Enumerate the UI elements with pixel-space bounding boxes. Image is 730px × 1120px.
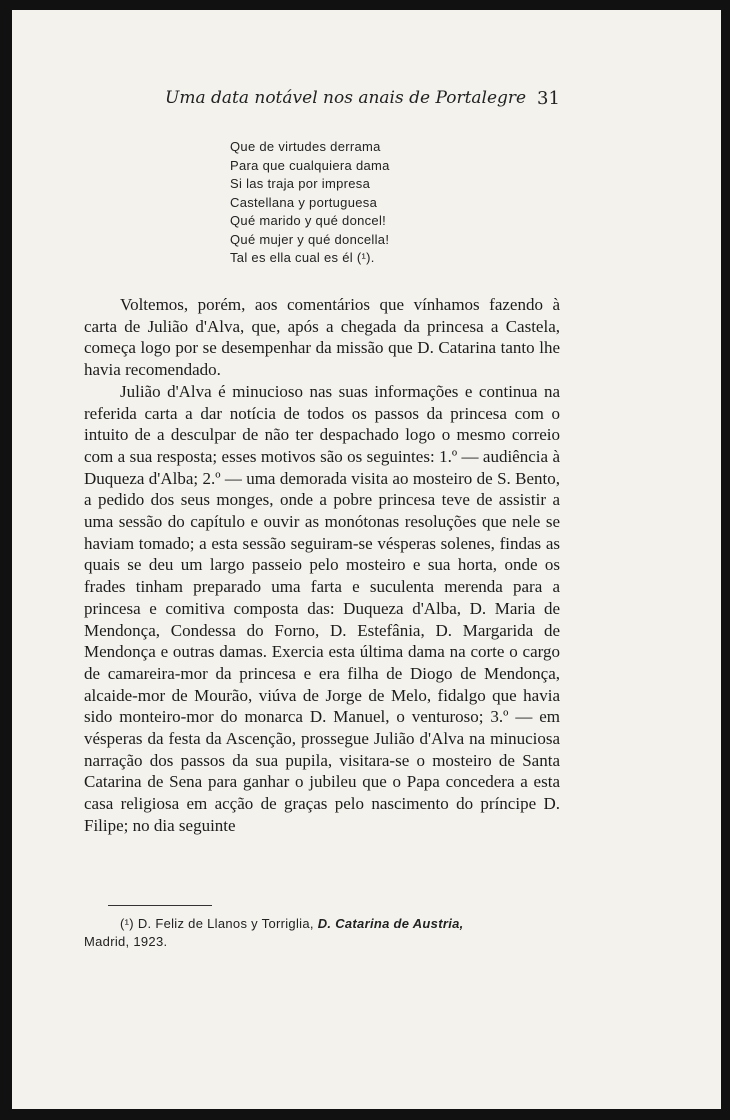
body-text bbox=[84, 294, 560, 837]
verse-line: Para que cualquiera dama bbox=[230, 157, 390, 173]
book-page bbox=[12, 10, 721, 1109]
verse-line: Si las traja por impresa bbox=[230, 176, 371, 191]
footnote-place-date: Madrid, 1923. bbox=[84, 934, 168, 949]
running-title: Uma data notável nos anais de Portalegre bbox=[165, 88, 527, 108]
page-number: 31 bbox=[537, 88, 560, 109]
verse-line: Qué marido y qué doncel! bbox=[230, 213, 387, 228]
footnote-marker: (¹) bbox=[120, 916, 134, 931]
footnote-divider bbox=[108, 905, 212, 906]
footnote-work-title: D. Catarina de Austria, bbox=[317, 916, 464, 931]
verse-line: Que de virtudes derrama bbox=[230, 139, 381, 154]
paragraph: Voltemos, porém, aos comentários que vínhamos fazendo à carta de Julião d'Alva, que, após a chegada da princesa a Castela, começa logo por se desempenhar da missão que D. Catarina tanto lhe havia recomendado. bbox=[84, 295, 560, 380]
page-header bbox=[12, 88, 721, 112]
verse-line: Tal es ella cual es él (¹). bbox=[230, 250, 375, 265]
footnote bbox=[84, 915, 560, 951]
footnote-author: D. Feliz de Llanos y Torriglia, bbox=[137, 916, 314, 931]
footnote-text bbox=[84, 915, 560, 933]
verse-quotation bbox=[230, 138, 390, 268]
paragraph: Julião d'Alva é minucioso nas suas informações e continua na referida carta a dar notícia de todos os passos da princesa com o intuito de a desculpar de não ter despachado logo o mesmo correio com a sua resposta; esses motivos são os seguintes: 1.º — audiência à Duqueza d'Alba; 2.º — uma demorada visita ao mosteiro de S. Bento, a pedido dos seus monges, onde a pobre princesa teve de assistir a uma sessão do capítulo e ouvir as monótonas resoluções que nele se haviam tomado; a esta sessão seguiram-se vésperas solenes, findas as quais se deu um largo passeio pelo mosteiro e sua horta, onde os frades tinham preparado uma farta e suculenta merenda para a princesa e comitiva composta das: Duqueza d'Alba, D. Maria de Mendonça, Condessa do Forno, D. Estefânia, D. Margarida de Mendonça e outras damas. Exercia esta última dama na corte o cargo de camareira-mor da princesa e era filha de Diogo de Mendonça, alcaide-mor de Mourão, viúva de Jorge de Melo, fidalgo que havia sido monteiro-mor do monarca D. Manuel, o venturoso; 3.º — em vésperas da festa da Ascenção, prossegue Julião d'Alva na minuciosa narração dos passos da sua pupila, visitara-se o mosteiro de Santa Catarina de Sena para ganhar o jubileu que o Papa concedera a esta casa religiosa em acção de graças pelo nascimento do príncipe D. Filipe; no dia seguinte bbox=[84, 381, 560, 835]
verse-line: Qué mujer y qué doncella! bbox=[230, 231, 390, 247]
verse-line: Castellana y portuguesa bbox=[230, 194, 378, 210]
